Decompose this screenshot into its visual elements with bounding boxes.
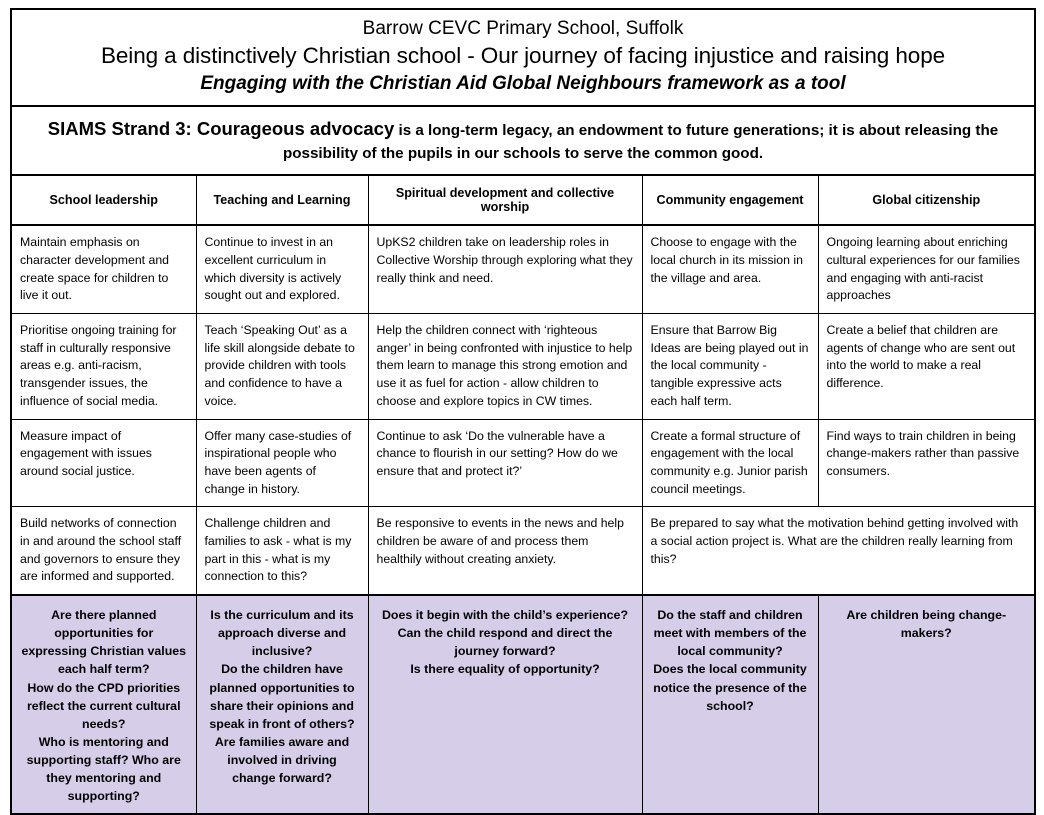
cell-r4-community-and-global-merged: Be prepared to say what the motivation behind getting involved with a social action project is. What are the children really learning from this?	[642, 507, 1035, 595]
cell-r4-school-leadership: Build networks of connection in and around the school staff and governors to ensure they are informed and supported.	[11, 507, 196, 595]
title-row	[11, 9, 1035, 106]
column-header-row	[11, 175, 1035, 225]
cell-r3-school-leadership: Measure impact of engagement with issues around social justice.	[11, 419, 196, 507]
questions-community-engagement	[642, 595, 818, 814]
question-text: Are families aware and involved in driving change forward?	[214, 734, 350, 786]
question-text: Do the children have planned opportunities to share their opinions and speak in front of others?	[209, 662, 355, 731]
document-title: Being a distinctively Christian school - Our journey of facing injustice and raising hope	[100, 43, 946, 69]
column-header-school-leadership: School leadership	[11, 175, 196, 225]
cell-r1-global-citizenship: Ongoing learning about enriching cultural experiences for our families and engaging with anti-racist approaches	[818, 225, 1035, 313]
strand-rest-text: is a long-term legacy, an endowment to future generations; it is about releasing the possibility of the pupils in our schools to serve the common good.	[282, 122, 999, 162]
cell-r3-teaching-and-learning: Offer many case-studies of inspirational people who have been agents of change in history.	[196, 419, 368, 507]
cell-r4-spiritual-development: Be responsive to events in the news and help children be aware of and process them healthily without creating anxiety.	[368, 507, 642, 595]
column-header-teaching-and-learning: Teaching and Learning	[196, 175, 368, 225]
question-text: Do the staff and children meet with members of the local community?	[653, 608, 807, 659]
questions-spiritual-development	[368, 595, 642, 814]
cell-r2-global-citizenship: Create a belief that children are agents of change who are sent out into the world to make a real difference.	[818, 314, 1035, 420]
table-row	[11, 314, 1035, 420]
questions-row	[11, 595, 1035, 814]
questions-global-citizenship	[818, 595, 1035, 814]
document-header	[11, 9, 1035, 106]
question-text: Can the child respond and direct the journey forward?	[397, 626, 613, 659]
question-text: Is there equality of opportunity?	[410, 662, 600, 677]
table-row	[11, 225, 1035, 313]
cell-r1-community-engagement: Choose to engage with the local church in its mission in the village and area.	[642, 225, 818, 313]
cell-r1-school-leadership: Maintain emphasis on character development and create space for children to live it out.	[11, 225, 196, 313]
column-header-spiritual-development: Spiritual development and collective worship	[368, 175, 642, 225]
question-text: Are children being change-makers?	[846, 608, 1007, 641]
siams-strand-banner	[11, 106, 1035, 175]
cell-r2-spiritual-development: Help the children connect with ‘righteous anger’ in being confronted with injustice to help them learn to manage this strong emotion and use it as fuel for action - allow children to choose and explore topics in CW times.	[368, 314, 642, 420]
question-text: Are there planned opportunities for expressing Christian values each half term?	[21, 608, 187, 677]
questions-school-leadership	[11, 595, 196, 814]
cell-r3-spiritual-development: Continue to ask ‘Do the vulnerable have a chance to flourish in our setting? How do we ensure that and protect it?’	[368, 419, 642, 507]
question-text: Does the local community notice the presence of the school?	[653, 662, 807, 713]
question-text: Does it begin with the child’s experience?	[381, 608, 629, 623]
cell-r2-school-leadership: Prioritise ongoing training for staff in culturally responsive areas e.g. anti-racism, transgender issues, the influence of social media.	[11, 314, 196, 420]
strand-statement	[30, 116, 1016, 164]
question-text: How do the CPD priorities reflect the current cultural needs?	[26, 680, 181, 731]
cell-r2-teaching-and-learning: Teach ‘Speaking Out’ as a life skill alongside debate to provide children with tools and confidence to have a voice.	[196, 314, 368, 420]
cell-r3-community-engagement: Create a formal structure of engagement with the local community e.g. Junior parish council meetings.	[642, 419, 818, 507]
table-row	[11, 507, 1035, 595]
cell-r3-global-citizenship: Find ways to train children in being change-makers rather than passive consumers.	[818, 419, 1035, 507]
table-row	[11, 419, 1035, 507]
strand-banner-row	[11, 106, 1035, 175]
cell-r2-community-engagement: Ensure that Barrow Big Ideas are being played out in the local community - tangible expressive acts each half term.	[642, 314, 818, 420]
column-header-community-engagement: Community engagement	[642, 175, 818, 225]
cell-r1-teaching-and-learning: Continue to invest in an excellent curriculum in which diversity is actively sought out and explored.	[196, 225, 368, 313]
cell-r1-spiritual-development: UpKS2 children take on leadership roles in Collective Worship through exploring what they really think and need.	[368, 225, 642, 313]
document-subtitle: Engaging with the Christian Aid Global Neighbours framework as a tool	[200, 73, 846, 95]
questions-teaching-and-learning	[196, 595, 368, 814]
column-header-global-citizenship: Global citizenship	[818, 175, 1035, 225]
question-text: Is the curriculum and its approach diverse and inclusive?	[210, 608, 354, 659]
cell-r4-teaching-and-learning: Challenge children and families to ask - what is my part in this - what is my connection to this?	[196, 507, 368, 595]
strand-lead-text: SIAMS Strand 3: Courageous advocacy	[47, 118, 395, 140]
question-text: Who is mentoring and supporting staff? Who are they mentoring and supporting?	[26, 734, 181, 804]
school-name: Barrow CEVC Primary School, Suffolk	[362, 18, 684, 39]
